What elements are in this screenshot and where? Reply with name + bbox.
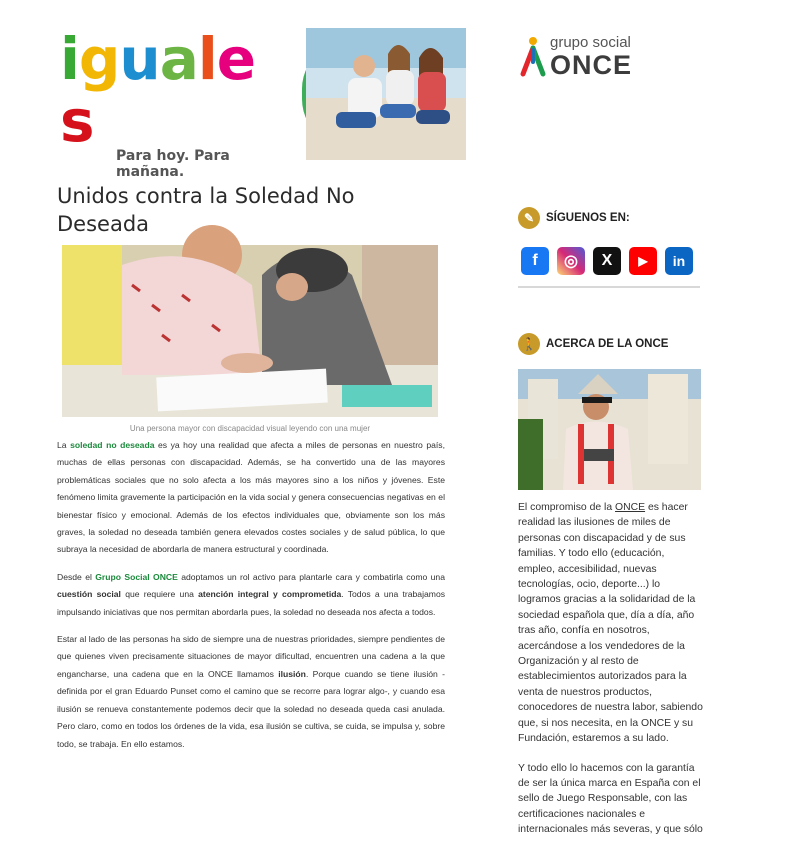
brand-letter-2: g [78,25,120,93]
brand-letter-1: i [60,25,79,93]
article-paragraph-1 [57,437,445,559]
article-body [57,437,445,763]
iguales-logo[interactable] [60,25,280,180]
social-links [521,247,693,275]
about-once-heading [518,333,668,355]
iguales-wordmark [60,25,280,155]
follow-us-heading [518,207,630,229]
article-paragraph-2 [57,569,445,621]
brand-letter-7: s [60,87,94,155]
youtube-icon[interactable]: ▶ [629,247,657,275]
p3-text-a: Estar al lado de las personas ha sido de siempre una de nuestras prioridades, siempre pendientes de que quienes viven precisamente situaciones de mayor dificultad, encuentren una cadena a la que engancharse, una cadena que en la ONCE llamamos [57,634,445,679]
article-title: Unidos contra la Soledad No Deseada [57,184,355,236]
brand-letter-5: l [197,25,217,93]
p1-text-b: es ya hoy una realidad que afecta a miles de personas en nuestro país, muchas de ellas personas con discapacidad. Además, se ha convertido una de las mayores problemáticas sociales que no solo afecta a los más mayores sino a los niños y jóvenes. Este fenómeno limita gravemente la participación en la vida social y genera consecuencias negativas en el bienestar físico y emocional. Además de los efectos individuales que, obviamente son los más graves, la soledad no deseada también genera elevados costes sociales y de salud pública, lo que subraya la necesidad de abordarla de manera estructural y coordinada. [57,440,445,555]
p3-bold: ilusión [278,668,306,679]
p3-text-b: . Porque cuando se tiene ilusión - definida por el gran Eduardo Punset como el camino que se recorre para lograr algo-, y cuando esa ilusión se renueva constantemente podemos decir que la soledad no deseada queda casi anulada. Pero claro, como en todos los órdenes de la vida, esa ilusión se cultiva, se cuida, se impulsa y, sobre todo, se trabaja. En ello estamos. [57,668,445,749]
p2-bold-2: atención integral y comprometida [198,589,342,600]
p1-highlight: soledad no deseada [70,440,155,450]
grupo-social-once-logo[interactable] [520,30,660,80]
x-icon[interactable]: X [593,247,621,275]
walking-person-icon: 🚶 [518,333,540,355]
once-figure-icon [520,36,546,76]
header-photo-young-people [302,28,462,160]
once-logo-line2: ONCE [550,50,633,80]
about-once-label: ACERCA DE LA ONCE [546,338,669,350]
brand-letter-6: e [216,25,256,93]
facebook-icon[interactable]: f [521,247,549,275]
p1-text-a: La [57,440,71,450]
article-photo [62,245,438,417]
pencil-icon: ✎ [518,207,540,229]
article-paragraph-3 [57,631,445,753]
sidebar-divider [518,286,700,288]
p2-highlight: Grupo Social ONCE [95,571,178,582]
brand-letter-3: u [119,25,160,93]
once-seller-photo [518,369,701,490]
follow-us-label: SÍGUENOS EN: [546,212,630,224]
about-paragraph-2: Y todo ello lo hacemos con la garantía de ser la única marca en España con el sello de Juego Responsable, con las certificaciones nacionales e internacionales más severas, y que sólo [518,762,703,836]
photo-caption: Una persona mayor con discapacidad visual leyendo con una mujer [129,424,371,433]
about-p1-text-a: El compromiso de la [518,502,616,513]
about-paragraph-1 [518,500,704,747]
about-once-text [518,500,704,852]
once-logo-line1: grupo social [550,34,631,51]
about-p1-text-b: es hacer realidad las ilusiones de miles de personas con discapacidad y de sus familias. Y todo ello (educación, empleo, accesibilidad, nuevas tecnologías, ocio, deporte...) lo logramos gracias a la solidaridad de la sociedad española que, día a día, año tras año, confía en nosotros, acercándose a los vendedores de la Organización y al resto de establecimientos autorizados para la venta de nuestros productos, conocedores de nuestra labor, sabiendo que, si nos necesita, en la ONCE y su Fundación, estaremos a su lado. [518,502,703,745]
brand-letter-4: a [159,25,198,93]
once-link[interactable]: ONCE [615,502,646,513]
brand-tagline: Para hoy. Para mañana. [116,148,230,180]
p2-text-c: que requiere una [120,589,199,600]
linkedin-icon[interactable]: in [665,247,693,275]
p2-text-d: . Todos a una trabajamos impulsando iniciativas que nos permitan abordarla pues, la soledad no deseada nos afecta a todos. [57,589,446,617]
p2-bold-1: cuestión social [57,589,121,600]
p2-text-a: Desde el [57,571,96,582]
instagram-icon[interactable]: ◎ [557,247,585,275]
p2-text-b: adoptamos un rol activo para plantarle cara y combatirla como una [177,571,445,582]
